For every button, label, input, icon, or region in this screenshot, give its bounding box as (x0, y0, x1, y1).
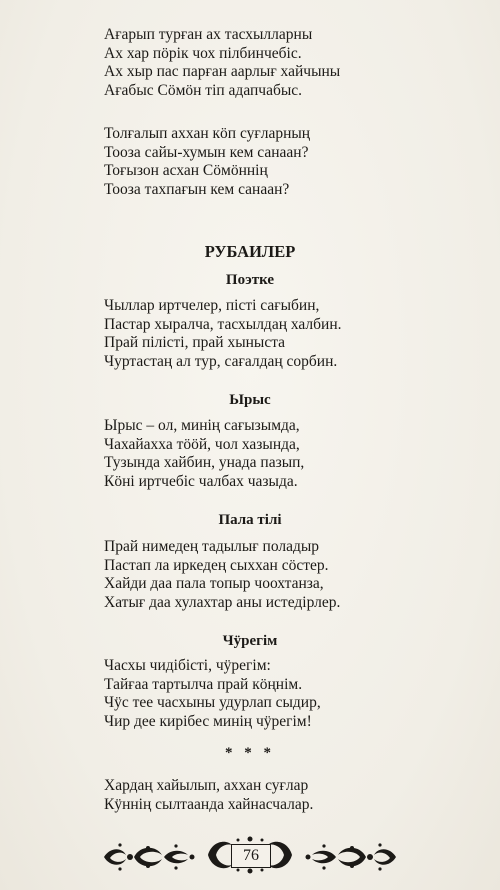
poem-line: Чир дее кирібес минің чӱрегім! (104, 712, 312, 730)
poem-title: Пала тілі (218, 512, 282, 528)
floral-ornament-icon (304, 833, 400, 877)
poem-line: Прай нимедең тадылығ поладыр (104, 538, 320, 555)
stanza-2 (104, 125, 404, 199)
poem-line: Чуртастаң ал тур, сағалдаң сорбин. (104, 352, 338, 370)
section-title: РУБАИЛЕР (204, 242, 296, 261)
poem-line: Кӱннің сылтаанда хайнасчалар. (104, 795, 314, 813)
poem-line: Прай пілісті, прай хыныста (104, 334, 286, 351)
poem-line: Хардаң хайылып, аххан суғлар (104, 777, 309, 794)
poem-title: Поэтке (225, 272, 275, 288)
poem-line: Ағарып турған ах тасхылларны (104, 26, 313, 43)
page-number: 76 (231, 844, 271, 868)
poem-line: Тайғаа тартылча прай кöңнім. (104, 675, 303, 693)
poem-line: Чӱс тее часхыны удурлап сыдир, (104, 694, 321, 711)
poem-line: Ах хыр пас парған аарлығ хайчыны (104, 63, 341, 80)
page-footer (100, 833, 400, 877)
poem-line: Чыллар иртчелер, пісті сағыбин, (104, 297, 320, 314)
poem-2-body (104, 417, 404, 491)
stanza-1 (104, 26, 404, 100)
poem-line: Ах хар пöрік чох пілбинчебіс. (104, 44, 302, 62)
poem-line: Часхы чидібісті, чӱрегім: (104, 657, 271, 674)
poem-line: Ырыс – ол, минің сағызымда, (104, 417, 300, 434)
section-separator: * * * (225, 745, 275, 761)
poem-line: Хатығ даа хулахтар аны истедірлер. (104, 593, 341, 611)
poem-line: Чахайахха тööй, чол хазында, (104, 435, 300, 453)
poem-3-body (104, 538, 404, 612)
poem-line: Тооза сайы-хумын кем санаан? (104, 143, 309, 161)
poem-title: Чӱрегім (222, 633, 278, 649)
floral-ornament-icon (100, 833, 196, 877)
poem-line: Тооза тахпағын кем санаан? (104, 180, 290, 198)
poem-title: Ырыс (229, 392, 271, 408)
poem-line: Пастар хыралча, тасхылдаң халбин. (104, 315, 342, 333)
poem-5-body (104, 777, 404, 814)
poem-line: Толғалып аххан кöп суғларның (104, 125, 311, 142)
poem-line: Хайди даа пала топыр чоохтанза, (104, 575, 324, 592)
poem-line: Ағабыс Сöмöн тіп адапчабыс. (104, 81, 303, 99)
poem-line: Кöні иртчебіс чалбах чазыда. (104, 472, 298, 490)
poem-1-body (104, 297, 404, 371)
poem-line: Пастап ла иркедең сыххан сöстер. (104, 556, 329, 574)
poem-4-body (104, 657, 404, 731)
poem-line: Тоғызон асхан Сöмöннің (104, 162, 268, 179)
poem-line: Тузында хайбин, унада пазып, (104, 454, 305, 471)
